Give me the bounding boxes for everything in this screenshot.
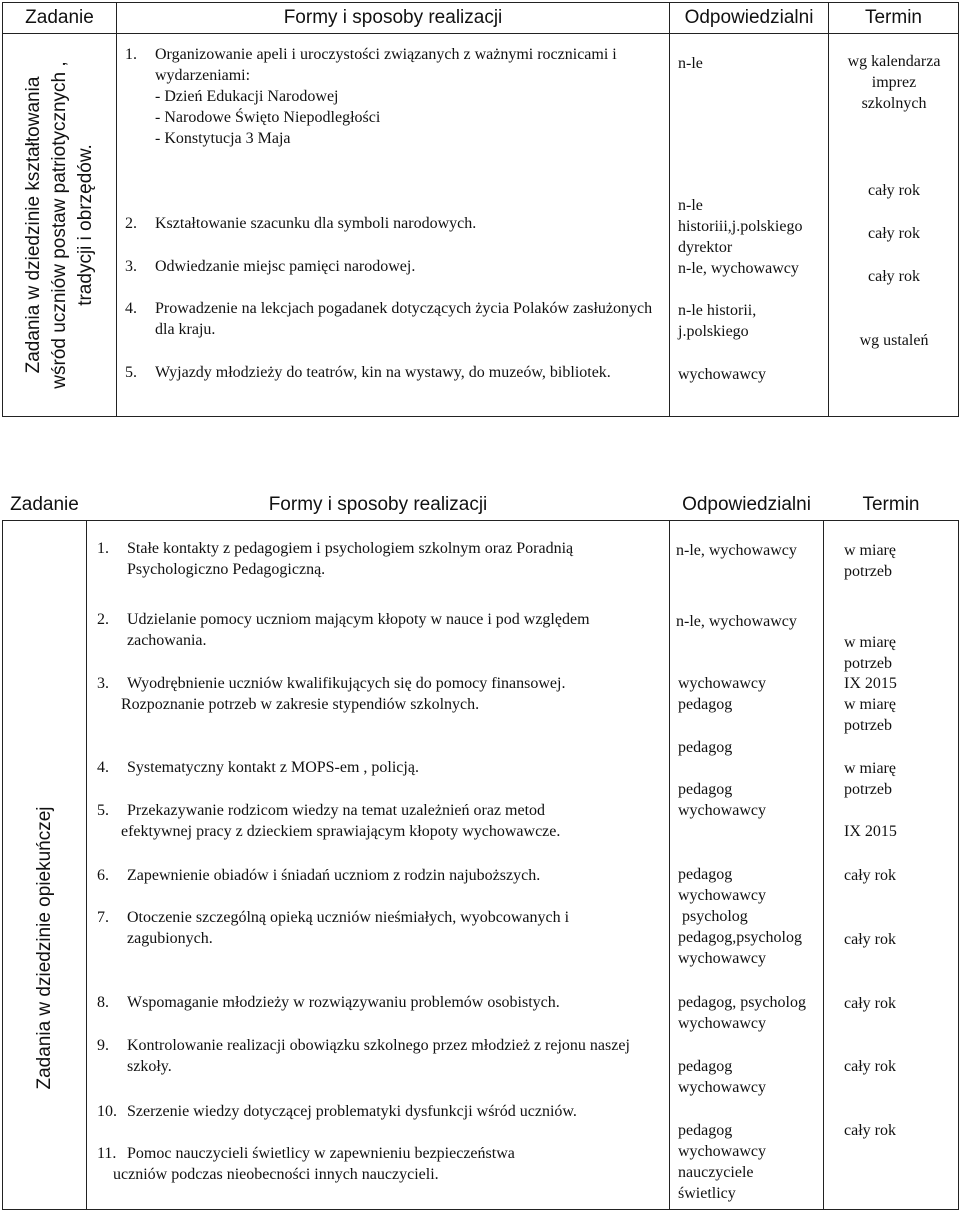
header-termin: Termin: [829, 3, 959, 34]
header-row: [3, 490, 959, 521]
header-zadanie: Zadanie: [3, 3, 117, 34]
forms-cell: 1. Stałe kontakty z pedagogiem i psychologiem szkolnym oraz Poradnią Psychologiczno Pedagogiczną. 2. Udzielanie pomocy uczniom mającym kłopoty w nauce i pod względem zachowania. 3. Wyodrębnienie uczniów kwalifikujących się do pomocy finansowej. Rozpoznanie potrzeb w zakresie stypendiów szkolnych. 4. Systematyczny kontakt z MOPS-em , policją. 5. Przekazywanie rodzicom wiedzy na temat uzależnień oraz metod efektywnej pracy z dzieckiem sprawiającym kłopoty wychowawcze. 6. Zapewnienie obiadów i śniadań uczniom z rodzin najuboższych. 7. Otoczenie szczególną opieką uczniów nieśmiałych, wyobcowanych i zagubionych. 8. Wspomaganie młodzieży w rozwiązywaniu problemów osobistych. 9. Kontrolowanie realizacji obowiązku szkolnego przez młodzież z rejonu naszej szkoły. 10. Szerzenie wiedzy dotyczącej problematyki dysfunkcji wśród uczniów. 11. Pomoc nauczycieli świetlicy w zapewnieniu bezpieczeństwa uczniów podczas nieobecności innych nauczycieli.: [87, 521, 670, 1210]
header-odpowiedzialni: Odpowiedzialni: [670, 490, 824, 521]
term-cell: wg kalendarza imprez szkolnych cały rok cały rok cały rok wg ustaleń: [829, 34, 959, 417]
task-cell: [3, 521, 87, 1210]
task-label: Zadania w dziedzinie kształtowania wśród uczniów postaw patriotycznych , tradycji i obrzędów.: [22, 61, 96, 389]
care-table: [2, 490, 959, 1210]
forms-cell: 1. Organizowanie apeli i uroczystości związanych z ważnymi rocznicami i wydarzeniami: - Dzień Edukacji Narodowej - Narodowe Święto Niepodległości - Konstytucja 3 Maja 2. Kształtowanie szacunku dla symboli narodowych. 3. Odwiedzanie miejsc pamięci narodowej. 4. Prowadzenie na lekcjach pogadanek dotyczących życia Polaków zasłużonych dla kraju. 5. Wyjazdy młodzieży do teatrów, kin na wystawy, do muzeów, bibliotek.: [117, 34, 670, 417]
task-cell: [3, 34, 117, 417]
section1-row: [3, 34, 959, 417]
section2-row: [3, 521, 959, 1210]
term-cell: w miarę potrzeb w miarę potrzeb IX 2015 w miarę potrzeb w miarę potrzeb IX 2015 cały rok cały rok cały rok cały rok cały rok: [824, 521, 959, 1210]
header-formy: Formy i sposoby realizacji: [87, 490, 670, 521]
header-zadanie: Zadanie: [3, 490, 87, 521]
patriotic-table: [2, 2, 959, 417]
header-formy: Formy i sposoby realizacji: [117, 3, 670, 34]
header-termin: Termin: [824, 490, 959, 521]
responsible-cell: n-le, wychowawcy n-le, wychowawcy wychowawcy pedagog pedagog pedagog wychowawcy pedagog wychowawcy psycholog pedagog,psycholog wychowawcy pedagog, psycholog wychowawcy pedagog wychowawcy pedagog wychowawcy nauczyciele świetlicy: [670, 521, 824, 1210]
task-label: Zadania w dziedzinie opiekuńczej: [33, 806, 55, 1090]
responsible-cell: n-le n-le historiii,j.polskiego dyrektor n-le, wychowawcy n-le historii, j.polskiego wychowawcy: [670, 34, 829, 417]
header-odpowiedzialni: Odpowiedzialni: [670, 3, 829, 34]
header-row: [3, 3, 959, 34]
